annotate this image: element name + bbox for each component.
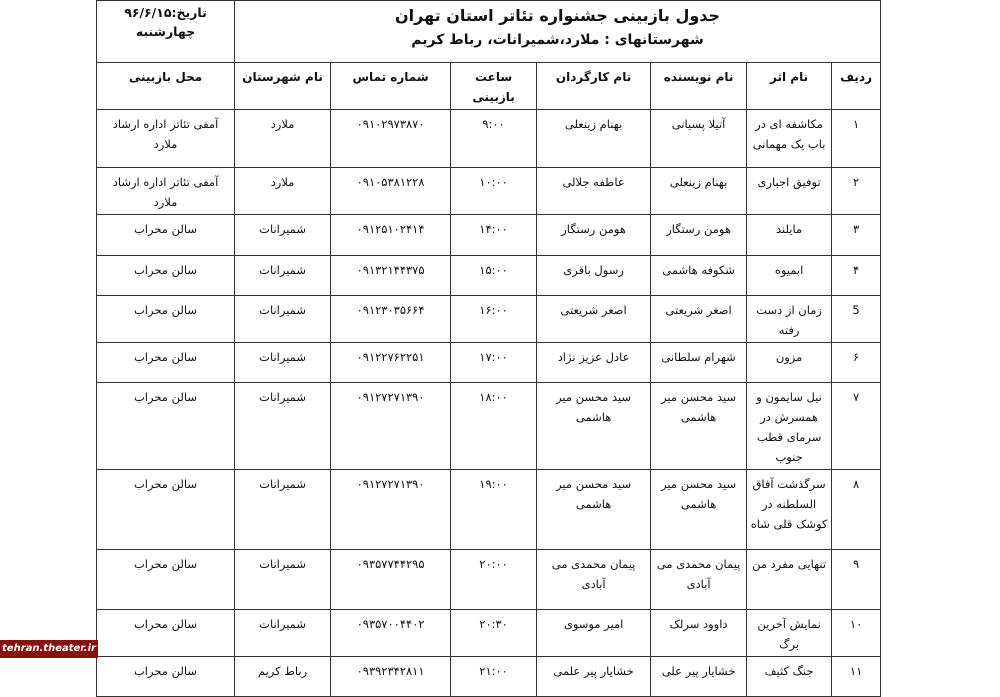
cell-row-number: ۹ — [832, 550, 881, 610]
cell-director: بهنام زینعلی — [537, 110, 651, 168]
cell-row-number: ۱۱ — [832, 657, 881, 697]
cell-row-number: ۴ — [832, 256, 881, 296]
table-row — [97, 470, 881, 550]
cell-venue: آمفی تئاتر اداره ارشاد ملارد — [97, 168, 235, 215]
header-phone: شماره تماس — [331, 63, 451, 110]
table-row — [97, 550, 881, 610]
cell-writer: سید محسن میر هاشمی — [651, 383, 747, 470]
cell-director: خشایار پیر علمی — [537, 657, 651, 697]
cell-city: شمیرانات — [235, 383, 331, 470]
header-row — [97, 63, 881, 110]
header-work-name: نام اثر — [747, 63, 832, 110]
cell-phone: ۰۹۱۲۳۰۳۵۶۶۴ — [331, 296, 451, 343]
cell-city: شمیرانات — [235, 296, 331, 343]
cell-work-name: توفیق اجباری — [747, 168, 832, 215]
cell-phone: ۰۹۳۵۷۷۴۴۲۹۵ — [331, 550, 451, 610]
header-director-name: نام کارگردان — [537, 63, 651, 110]
cell-work-name: تنهایی مفرد من — [747, 550, 832, 610]
cell-writer: اصغر شریعتی — [651, 296, 747, 343]
cell-row-number: ۷ — [832, 383, 881, 470]
title-cell — [235, 1, 881, 63]
cell-city: شمیرانات — [235, 256, 331, 296]
cell-phone: ۰۹۱۲۲۷۶۲۲۵۱ — [331, 343, 451, 383]
cell-venue: سالن محراب — [97, 343, 235, 383]
cell-city: شمیرانات — [235, 215, 331, 256]
cell-writer: سید محسن میر هاشمی — [651, 470, 747, 550]
header-writer-name: نام نویسنده — [651, 63, 747, 110]
cell-city: شمیرانات — [235, 343, 331, 383]
cell-row-number: ۶ — [832, 343, 881, 383]
cell-writer: شکوفه هاشمی — [651, 256, 747, 296]
cell-writer: هومن رستگار — [651, 215, 747, 256]
page-subtitle: شهرستانهای : ملارد،شمیرانات، رباط کریم — [411, 32, 704, 48]
cell-phone: ۰۹۱۰۲۹۷۳۸۷۰ — [331, 110, 451, 168]
cell-work-name: مایلند — [747, 215, 832, 256]
page-title: جدول بازبینی جشنواره تئاتر استان تهران — [395, 6, 721, 25]
header-review-time: ساعت بازبینی — [451, 63, 537, 110]
cell-row-number: ۱ — [832, 110, 881, 168]
cell-director: سید محسن میر هاشمی — [537, 383, 651, 470]
cell-time: ۱۷:۰۰ — [451, 343, 537, 383]
cell-time: ۱۶:۰۰ — [451, 296, 537, 343]
table-row — [97, 110, 881, 168]
cell-director: عادل عزیز نژاد — [537, 343, 651, 383]
cell-time: ۹:۰۰ — [451, 110, 537, 168]
header-row-number: ردیف — [832, 63, 881, 110]
table-row — [97, 256, 881, 296]
cell-phone: ۰۹۱۲۷۲۷۱۳۹۰ — [331, 470, 451, 550]
cell-work-name: سرگذشت آفاق السلطنه در کوشک قلی شاه — [747, 470, 832, 550]
cell-writer: شهرام سلطانی — [651, 343, 747, 383]
table-row — [97, 296, 881, 343]
cell-writer: آتیلا پسیانی — [651, 110, 747, 168]
cell-venue: سالن محراب — [97, 550, 235, 610]
table-row — [97, 343, 881, 383]
cell-venue: سالن محراب — [97, 657, 235, 697]
cell-venue: سالن محراب — [97, 296, 235, 343]
cell-writer: بهنام زینعلی — [651, 168, 747, 215]
cell-director: عاطفه جلالی — [537, 168, 651, 215]
cell-city: رباط کریم — [235, 657, 331, 697]
date-cell — [97, 1, 235, 63]
cell-phone: ۰۹۳۵۷۰۰۴۴۰۲ — [331, 610, 451, 657]
cell-time: ۱۹:۰۰ — [451, 470, 537, 550]
table-row — [97, 610, 881, 657]
cell-city: شمیرانات — [235, 610, 331, 657]
cell-row-number: ۲ — [832, 168, 881, 215]
cell-writer: پیمان محمدی می آبادی — [651, 550, 747, 610]
cell-phone: ۰۹۱۳۲۱۴۴۳۷۵ — [331, 256, 451, 296]
header-venue: محل بازبینی — [97, 63, 235, 110]
cell-venue: آمفی تئاتر اداره ارشاد ملارد — [97, 110, 235, 168]
cell-phone: ۰۹۱۲۷۲۷۱۳۹۰ — [331, 383, 451, 470]
cell-director: امیر موسوی — [537, 610, 651, 657]
cell-city: شمیرانات — [235, 470, 331, 550]
cell-row-number: ۱۰ — [832, 610, 881, 657]
cell-director: اصغر شریعتی — [537, 296, 651, 343]
table-row — [97, 383, 881, 470]
table-row — [97, 168, 881, 215]
cell-phone: ۰۹۳۹۲۳۴۲۸۱۱ — [331, 657, 451, 697]
cell-director: پیمان محمدی می آبادی — [537, 550, 651, 610]
cell-city: شمیرانات — [235, 550, 331, 610]
cell-phone: ۰۹۱۲۵۱۰۲۴۱۴ — [331, 215, 451, 256]
cell-city: ملارد — [235, 110, 331, 168]
header-city-name: نام شهرستان — [235, 63, 331, 110]
cell-work-name: جنگ کثیف — [747, 657, 832, 697]
cell-work-name: نمایش آخرین برگ — [747, 610, 832, 657]
cell-work-name: ابمیوه — [747, 256, 832, 296]
cell-venue: سالن محراب — [97, 610, 235, 657]
cell-row-number: 5 — [832, 296, 881, 343]
site-watermark: tehran.theater.ir — [0, 640, 98, 658]
cell-director: هومن رستگار — [537, 215, 651, 256]
cell-time: ۱۸:۰۰ — [451, 383, 537, 470]
cell-row-number: ۸ — [832, 470, 881, 550]
cell-work-name: زمان از دست رفته — [747, 296, 832, 343]
schedule-document — [96, 0, 880, 678]
cell-work-name: مزون — [747, 343, 832, 383]
cell-work-name: مکاشفه ای در باب یک مهمانی — [747, 110, 832, 168]
cell-time: ۱۴:۰۰ — [451, 215, 537, 256]
cell-venue: سالن محراب — [97, 215, 235, 256]
cell-time: ۱۰:۰۰ — [451, 168, 537, 215]
cell-time: ۲۰:۳۰ — [451, 610, 537, 657]
cell-row-number: ۳ — [832, 215, 881, 256]
cell-director: رسول باقری — [537, 256, 651, 296]
cell-time: ۲۱:۰۰ — [451, 657, 537, 697]
cell-venue: سالن محراب — [97, 470, 235, 550]
cell-director: سید محسن میر هاشمی — [537, 470, 651, 550]
cell-phone: ۰۹۱۰۵۳۸۱۲۲۸ — [331, 168, 451, 215]
cell-time: ۲۰:۰۰ — [451, 550, 537, 610]
cell-time: ۱۵:۰۰ — [451, 256, 537, 296]
cell-city: ملارد — [235, 168, 331, 215]
cell-work-name: نیل سایمون و همسرش در سرمای قطب جنوب — [747, 383, 832, 470]
review-schedule-table — [96, 0, 881, 697]
cell-writer: داوود سرلک — [651, 610, 747, 657]
day-label: چهارشنبه — [135, 24, 196, 39]
cell-venue: سالن محراب — [97, 256, 235, 296]
cell-writer: خشایار پیر علی — [651, 657, 747, 697]
date-label: تاریخ:۹۶/۶/۱۵ — [124, 5, 207, 20]
table-row — [97, 215, 881, 256]
cell-venue: سالن محراب — [97, 383, 235, 470]
table-row — [97, 657, 881, 697]
